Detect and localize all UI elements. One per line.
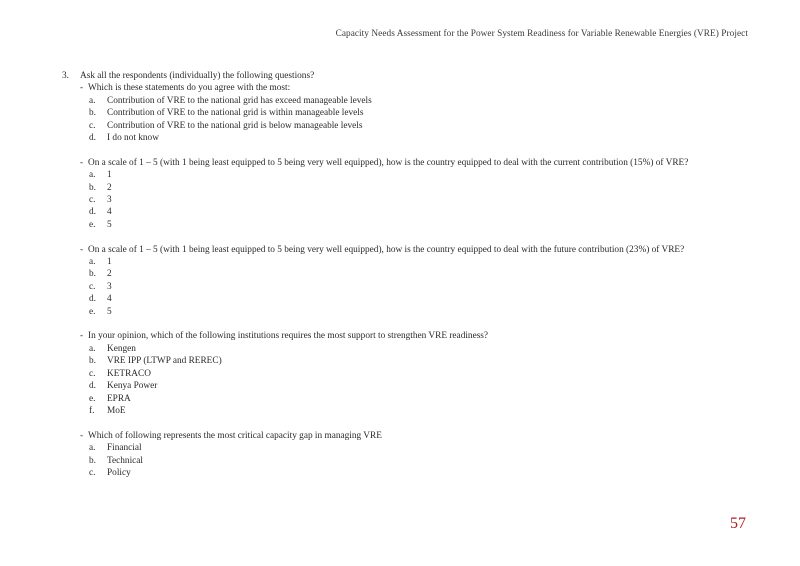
option-letter: b. [89, 182, 96, 193]
option-text: 5 [107, 306, 112, 317]
answer-option [0, 405, 800, 417]
document-body [0, 70, 800, 492]
option-text: 4 [107, 207, 112, 218]
answer-option [0, 120, 800, 132]
sub-question-heading [0, 430, 800, 442]
sub-question-dash: - [80, 157, 84, 168]
option-text: 1 [107, 170, 112, 181]
question-text: Ask all the respondents (individually) the following questions? [80, 71, 315, 81]
answer-option [0, 455, 800, 467]
option-letter: a. [89, 443, 96, 454]
option-text: 2 [107, 269, 112, 280]
option-text: KETRACO [107, 368, 151, 379]
option-text: 1 [107, 257, 112, 268]
sub-questions [0, 82, 800, 479]
option-text: Contribution of VRE to the national grid has exceed manageable levels [107, 95, 372, 106]
question-heading [0, 70, 800, 82]
option-letter: e. [89, 393, 96, 404]
sub-question [0, 157, 800, 231]
option-text: Kengen [107, 343, 136, 354]
option-letter: b. [89, 356, 96, 367]
option-text: Contribution of VRE to the national grid is below manageable levels [107, 120, 363, 131]
option-text: 4 [107, 294, 112, 305]
answer-option [0, 393, 800, 405]
option-text: Policy [107, 467, 131, 478]
sub-question-text: On a scale of 1 – 5 (with 1 being least equipped to 5 being very well equipped), how is the country equipped to deal with the current contribution (15%) of VRE? [88, 157, 689, 168]
option-letter: a. [89, 95, 96, 106]
answer-option [0, 281, 800, 293]
sub-question-text: Which is these statements do you agree with the most: [88, 83, 291, 94]
option-letter: a. [89, 343, 96, 354]
option-text: VRE IPP (LTWP and REREC) [107, 356, 222, 367]
sub-question [0, 330, 800, 417]
sub-question-dash: - [80, 331, 84, 342]
answer-option [0, 95, 800, 107]
option-text: MoE [107, 405, 126, 416]
answer-option [0, 206, 800, 218]
answer-option [0, 182, 800, 194]
sub-question-dash: - [80, 430, 84, 441]
sub-question-heading [0, 244, 800, 256]
sub-question-text: In your opinion, which of the following institutions requires the most support to strengthen VRE readiness? [88, 331, 489, 342]
sub-question [0, 244, 800, 318]
sub-question-heading [0, 330, 800, 342]
page-number: 57 [730, 515, 746, 532]
answer-option [0, 219, 800, 231]
sub-question-dash: - [80, 83, 84, 94]
option-letter: a. [89, 170, 96, 181]
sub-question-dash: - [80, 244, 84, 255]
option-letter: b. [89, 455, 96, 466]
option-letter: a. [89, 257, 96, 268]
option-text: Contribution of VRE to the national grid is within manageable levels [107, 108, 364, 119]
answer-option [0, 268, 800, 280]
answer-option [0, 355, 800, 367]
option-letter: b. [89, 269, 96, 280]
option-letter: c. [89, 281, 96, 292]
answer-option [0, 306, 800, 318]
option-letter: f. [89, 405, 95, 416]
option-text: 3 [107, 281, 112, 292]
option-text: Technical [107, 455, 143, 466]
answer-option [0, 169, 800, 181]
answer-option [0, 467, 800, 479]
option-text: Kenya Power [107, 381, 158, 392]
sub-question-text: On a scale of 1 – 5 (with 1 being least equipped to 5 being very well equipped), how is the country equipped to deal with the future contribution (23%) of VRE? [88, 244, 685, 255]
option-letter: c. [89, 368, 96, 379]
sub-question-heading [0, 157, 800, 169]
answer-option [0, 343, 800, 355]
option-text: Financial [107, 443, 142, 454]
option-text: I do not know [107, 133, 159, 144]
sub-question [0, 430, 800, 480]
answer-option [0, 194, 800, 206]
option-letter: d. [89, 381, 96, 392]
option-letter: b. [89, 108, 96, 119]
sub-question-heading [0, 82, 800, 94]
option-letter: c. [89, 467, 96, 478]
option-text: 2 [107, 182, 112, 193]
option-letter: e. [89, 306, 96, 317]
answer-option [0, 132, 800, 144]
answer-option [0, 368, 800, 380]
option-letter: d. [89, 207, 96, 218]
answer-option [0, 293, 800, 305]
option-text: 5 [107, 219, 112, 230]
option-text: EPRA [107, 393, 131, 404]
option-letter: c. [89, 120, 96, 131]
option-letter: e. [89, 219, 96, 230]
option-letter: c. [89, 195, 96, 206]
option-letter: d. [89, 133, 96, 144]
answer-option [0, 107, 800, 119]
sub-question-text: Which of following represents the most critical capacity gap in managing VRE [88, 430, 382, 441]
answer-option [0, 380, 800, 392]
option-text: 3 [107, 195, 112, 206]
answer-option [0, 442, 800, 454]
running-header: Capacity Needs Assessment for the Power System Readiness for Variable Renewable Energies (VRE) Project [335, 29, 748, 39]
option-letter: d. [89, 294, 96, 305]
answer-option [0, 256, 800, 268]
sub-question [0, 82, 800, 144]
question-number: 3. [62, 71, 69, 81]
